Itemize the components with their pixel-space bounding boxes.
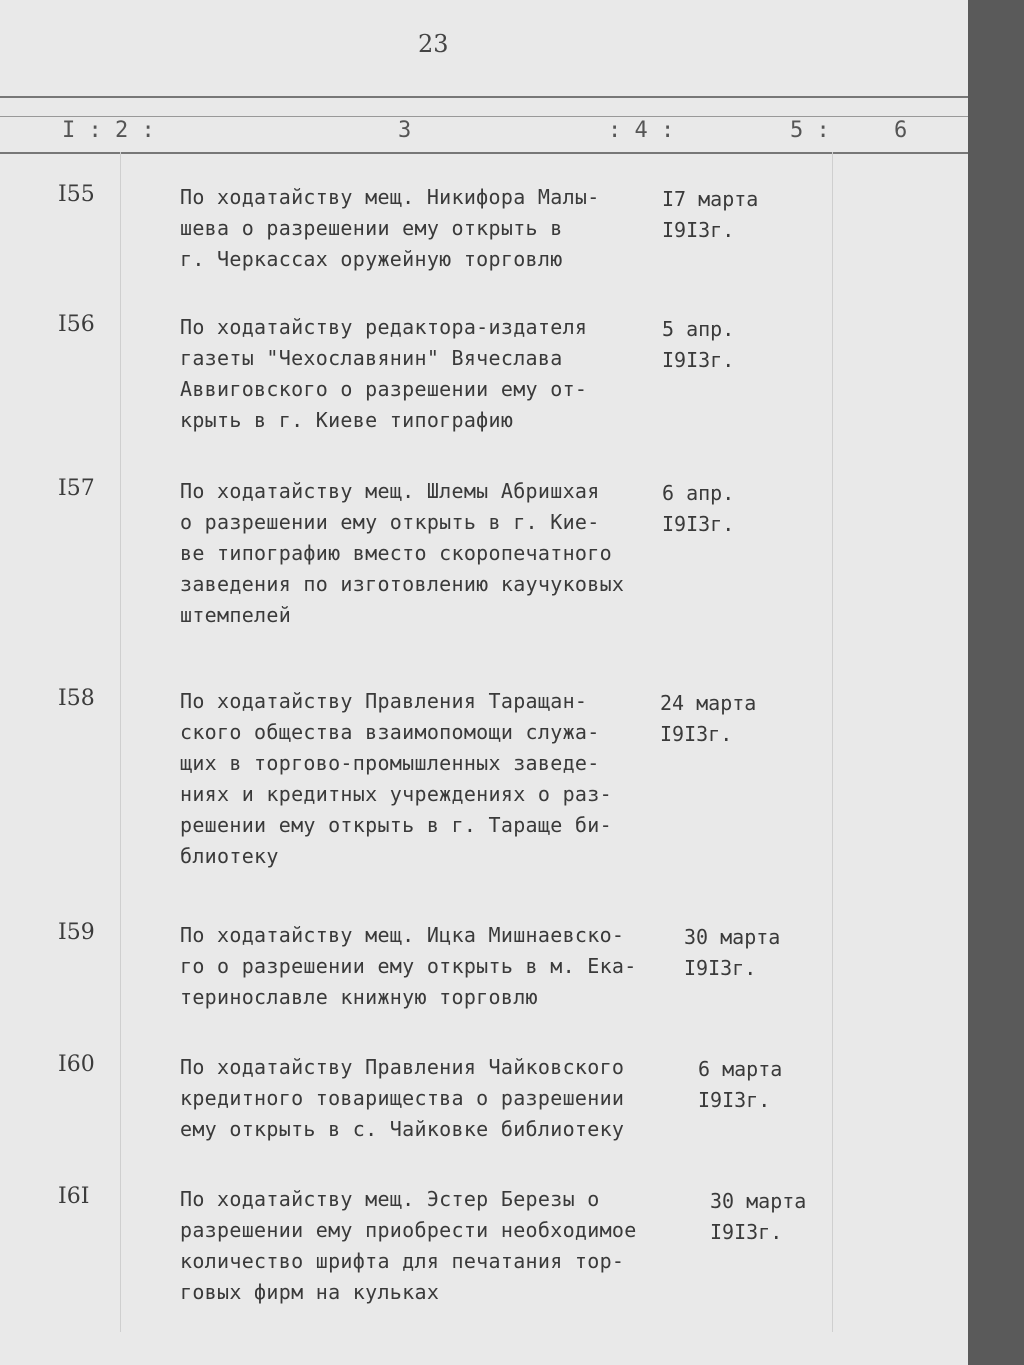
header-rule-middle	[0, 116, 968, 117]
entry-line: ниях и кредитных учреждениях о раз-	[180, 782, 612, 806]
date-line: I7 марта	[662, 187, 759, 211]
entry-number: I6I	[58, 1184, 90, 1209]
date-line: I9I3г.	[662, 348, 735, 372]
date-line: 30 марта	[684, 925, 781, 949]
entry-line: говых фирм на кульках	[180, 1280, 440, 1304]
column-divider	[120, 152, 121, 1332]
entry-line: г. Черкассах оружейную торговлю	[180, 247, 563, 271]
entry-description	[180, 1184, 650, 1308]
entry-line: решении ему открыть в г. Тараще би-	[180, 813, 612, 837]
entry-line: По ходатайству Правления Таращан-	[180, 689, 588, 713]
entry-date	[660, 688, 756, 750]
entry-description	[180, 1052, 650, 1145]
entry-date	[698, 1054, 782, 1116]
date-line: 24 марта	[660, 691, 757, 715]
entry-date	[662, 478, 734, 540]
entry-line: блиотеку	[180, 844, 279, 868]
entry-line: ского общества взаимопомощи служа-	[180, 720, 600, 744]
column-header-3: 3	[398, 118, 412, 143]
entry-description	[180, 686, 650, 872]
entry-line: теринославле книжную торговлю	[180, 985, 538, 1009]
date-line: 6 марта	[698, 1057, 783, 1081]
entry-number: I55	[58, 182, 95, 207]
entry-line: газеты "Чехославянин" Вячеслава	[180, 346, 563, 370]
entry-line: По ходатайству мещ. Шлемы Абришхая	[180, 479, 600, 503]
entry-line: Аввиговского о разрешении ему от-	[180, 377, 588, 401]
entry-date	[662, 314, 734, 376]
entry-description	[180, 476, 650, 631]
entry-line: о разрешении ему открыть в г. Кие-	[180, 510, 600, 534]
date-line: I9I3г.	[662, 218, 735, 242]
column-header-1-2: I : 2 :	[62, 118, 155, 143]
entry-date	[662, 184, 758, 246]
entry-line: штемпелей	[180, 603, 292, 627]
entry-line: ему открыть в с. Чайковке библиотеку	[180, 1117, 625, 1141]
entry-date	[684, 922, 780, 984]
entry-line: щих в торгово-промышленных заведе-	[180, 751, 600, 775]
entry-line: разрешении ему приобрести необходимое	[180, 1218, 637, 1242]
entry-number: I56	[58, 312, 95, 337]
date-line: I9I3г.	[710, 1220, 783, 1244]
entry-line: По ходатайству мещ. Ицка Мишнаевско-	[180, 923, 625, 947]
entry-line: По ходатайству редактора-издателя	[180, 315, 588, 339]
entry-line: крыть в г. Киеве типографию	[180, 408, 514, 432]
entry-line: го о разрешении ему открыть в м. Ека-	[180, 954, 637, 978]
column-header-4: : 4 :	[608, 118, 675, 143]
entry-line: шева о разрешении ему открыть в	[180, 216, 563, 240]
date-line: 30 марта	[710, 1189, 807, 1213]
date-line: I9I3г.	[684, 956, 757, 980]
entry-line: По ходатайству мещ. Эстер Березы о	[180, 1187, 600, 1211]
column-header-5: 5 :	[790, 118, 830, 143]
entry-line: заведения по изготовлению каучуковых	[180, 572, 625, 596]
date-line: I9I3г.	[698, 1088, 771, 1112]
column-header-6: 6	[894, 118, 908, 143]
entry-line: ве типографию вместо скоропечатного	[180, 541, 612, 565]
entry-description	[180, 182, 650, 275]
header-rule-bottom	[0, 152, 968, 154]
page-edge-background	[968, 0, 1024, 1365]
entry-number: I59	[58, 920, 95, 945]
entry-line: кредитного товарищества о разрешении	[180, 1086, 625, 1110]
entry-line: количество шрифта для печатания тор-	[180, 1249, 625, 1273]
entry-description	[180, 312, 650, 436]
header-rule-top	[0, 96, 968, 98]
column-divider	[832, 152, 833, 1332]
page-number: 23	[418, 30, 449, 58]
entry-line: По ходатайству Правления Чайковского	[180, 1055, 625, 1079]
entry-description	[180, 920, 650, 1013]
date-line: 5 апр.	[662, 317, 735, 341]
entry-number: I57	[58, 476, 95, 501]
entry-date	[710, 1186, 806, 1248]
entry-number: I60	[58, 1052, 95, 1077]
entry-line: По ходатайству мещ. Никифора Малы-	[180, 185, 600, 209]
date-line: I9I3г.	[660, 722, 733, 746]
date-line: I9I3г.	[662, 512, 735, 536]
date-line: 6 апр.	[662, 481, 735, 505]
entry-number: I58	[58, 686, 95, 711]
